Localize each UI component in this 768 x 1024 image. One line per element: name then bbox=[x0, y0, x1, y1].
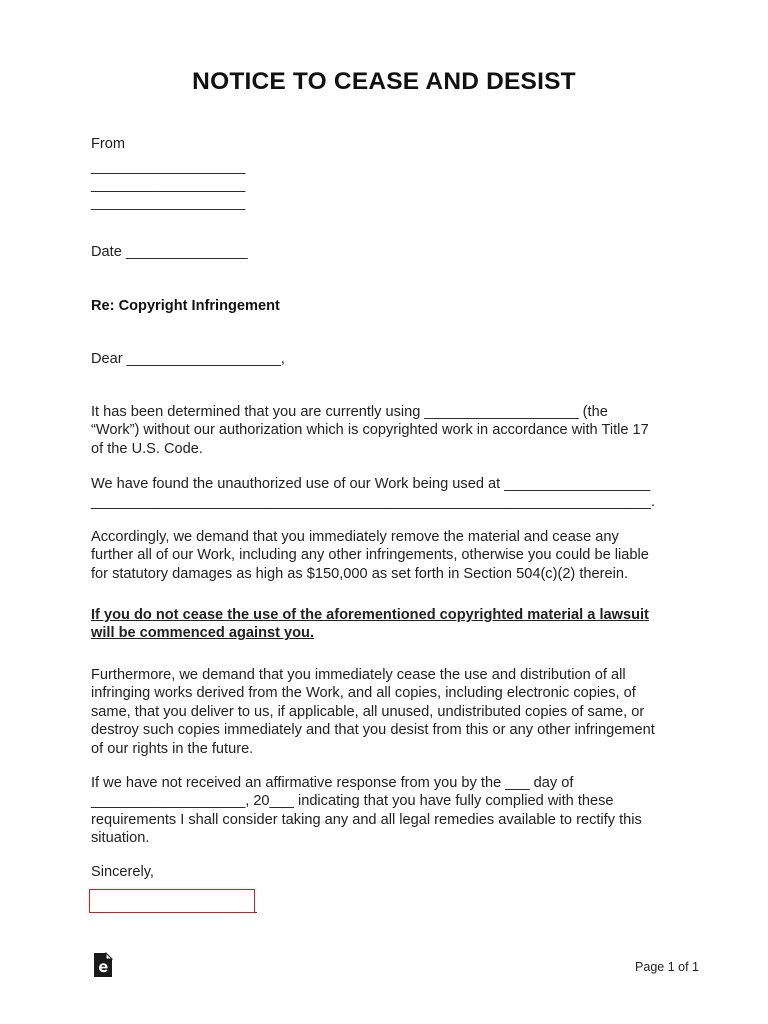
paragraph-line: destroy such copies immediately and that you desist from this or any other infringement bbox=[91, 722, 655, 739]
paragraph-usage bbox=[91, 403, 691, 458]
paragraph-line: Furthermore, we demand that you immediately cease the use and distribution of all bbox=[91, 667, 626, 683]
paragraph-line: of our rights in the future. bbox=[91, 740, 254, 757]
warning-line: will be commenced against you. bbox=[91, 625, 315, 642]
from-line-2: ___________________ bbox=[91, 177, 246, 193]
date-line: Date _______________ bbox=[91, 244, 248, 260]
document-title: NOTICE TO CEASE AND DESIST bbox=[192, 68, 576, 95]
paragraph-line: _____________________________________________________________________. bbox=[91, 494, 656, 511]
paragraph-line: situation. bbox=[91, 830, 150, 847]
paragraph-line: further all of our Work, including any other infringements, otherwise you could be liable bbox=[91, 547, 649, 564]
lawsuit-warning bbox=[91, 606, 691, 643]
eforms-logo-icon bbox=[92, 952, 114, 978]
paragraph-line: for statutory damages as high as $150,000 as set forth in Section 504(c)(2) therein. bbox=[91, 565, 629, 582]
page-number: Page 1 of 1 bbox=[635, 960, 699, 974]
paragraph-line: It has been determined that you are currently using ___________________ (the bbox=[91, 404, 608, 420]
from-label: From bbox=[91, 136, 126, 152]
paragraph-line: We have found the unauthorized use of our Work being used at __________________ bbox=[91, 476, 651, 492]
paragraph-response bbox=[91, 774, 691, 848]
re-line: Re: Copyright Infringement bbox=[91, 298, 280, 314]
closing: Sincerely, bbox=[91, 864, 154, 880]
from-line-3: ___________________ bbox=[91, 195, 246, 211]
paragraph-line: requirements I shall consider taking any and all legal remedies available to rectify this bbox=[91, 811, 642, 828]
paragraph-furthermore bbox=[91, 666, 691, 758]
paragraph-line: infringing works derived from the Work, and all copies, including electronic copies, of bbox=[91, 685, 636, 702]
paragraph-line: ___________________, 20___ indicating that you have fully complied with these bbox=[91, 793, 614, 810]
from-line-1: ___________________ bbox=[91, 159, 246, 175]
paragraph-demand bbox=[91, 528, 691, 583]
paragraph-line: If we have not received an affirmative response from you by the ___ day of bbox=[91, 775, 574, 791]
paragraph-line: same, that you deliver to us, if applicable, all unused, undistributed copies of same, or bbox=[91, 703, 645, 720]
paragraph-line: “Work”) without our authorization which is copyrighted work in accordance with Title 17 bbox=[91, 422, 649, 439]
paragraph-line: Accordingly, we demand that you immediately remove the material and cease any bbox=[91, 529, 619, 545]
salutation: Dear ___________________, bbox=[91, 351, 285, 367]
paragraph-found bbox=[91, 475, 691, 512]
signature-field[interactable] bbox=[89, 889, 255, 913]
paragraph-line: of the U.S. Code. bbox=[91, 440, 203, 457]
warning-line: If you do not cease the use of the aforementioned copyrighted material a lawsuit bbox=[91, 607, 649, 623]
